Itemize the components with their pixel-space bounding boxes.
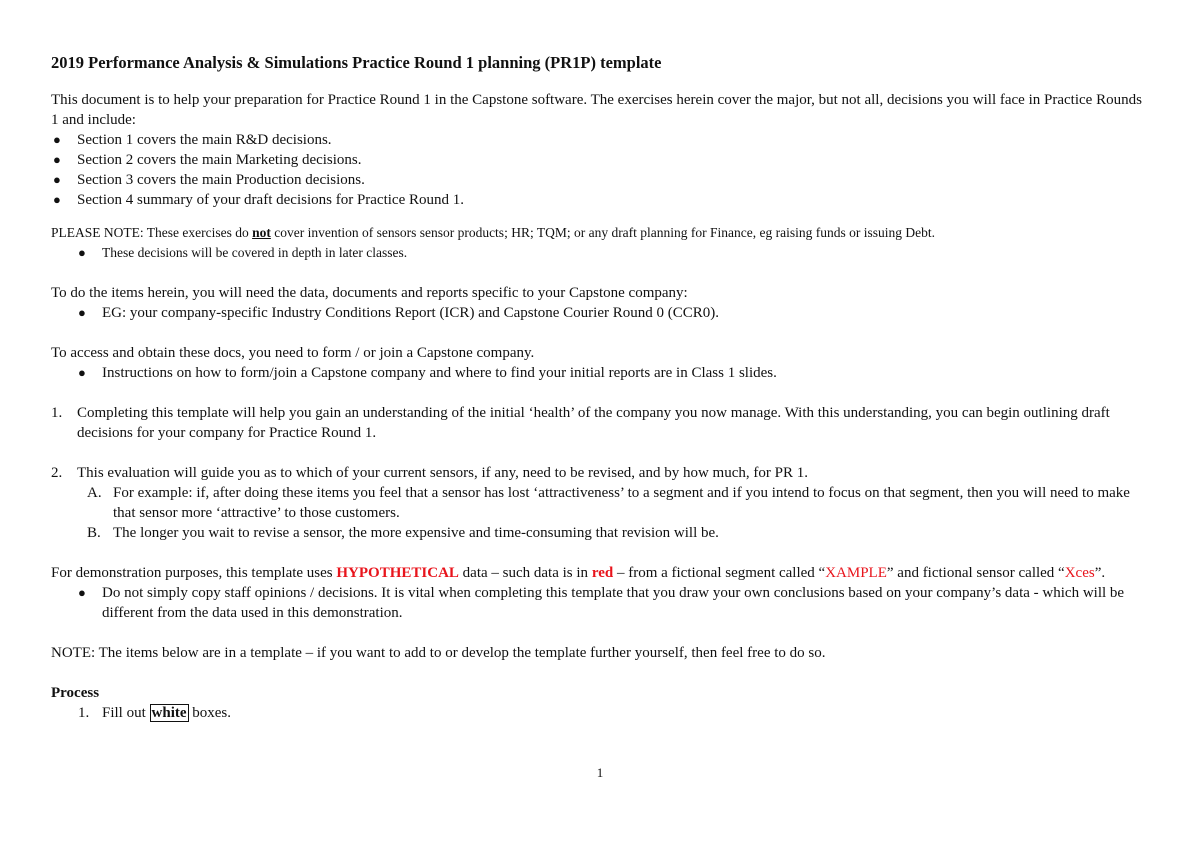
list-item: ● These decisions will be covered in depth in later classes.: [51, 243, 1151, 263]
list-item: ● Section 2 covers the main Marketing decisions.: [53, 152, 362, 168]
intro-paragraph: This document is to help your preparation for Practice Round 1 in the Capstone software. The exercises herein cover the major, but not all, decisions you will face in Practice Rounds 1 and include:: [51, 92, 1142, 128]
bullet-icon: ●: [53, 132, 61, 147]
document-title: 2019 Performance Analysis & Simulations Practice Round 1 planning (PR1P) template: [51, 53, 662, 72]
document-page: [51, 53, 1151, 723]
bullet-icon: ●: [78, 245, 86, 260]
bullet-icon: ●: [53, 152, 61, 167]
bullet-icon: ●: [53, 172, 61, 187]
bullet-icon: ●: [78, 585, 86, 600]
red-emphasis: red: [591, 565, 614, 581]
numbered-item-2: 2. This evaluation will guide you as to which of your current sensors, if any, need to be revised, and by how much, for PR 1.: [51, 465, 808, 481]
list-item: ● EG: your company-specific Industry Conditions Report (ICR) and Capstone Courier Round 0 (CCR0).: [78, 305, 719, 321]
list-item: ● Instructions on how to form/join a Capstone company and where to find your initial reports are in Class 1 slides.: [78, 365, 777, 381]
white-box-example: white: [151, 705, 187, 721]
data-needed-paragraph: To do the items herein, you will need the data, documents and reports specific to your Capstone company:: [51, 285, 688, 301]
access-paragraph: To access and obtain these docs, you need to form / or join a Capstone company.: [51, 345, 535, 361]
bullet-icon: ●: [78, 305, 86, 320]
sub-item-a: A. For example: if, after doing these items you feel that a sensor has lost ‘attractiveness’ to a segment and if you intend to focus on that segment, then you will need to make that sensor more ‘attractive’ to those customers.: [87, 485, 1130, 521]
process-heading: Process: [51, 685, 100, 701]
hypothetical-emphasis: HYPOTHETICAL: [336, 565, 459, 581]
page-number: 1: [596, 765, 604, 780]
process-item-1: 1. Fill out white boxes.: [78, 705, 232, 721]
xces-sensor: Xces: [1064, 565, 1095, 581]
note-paragraph: NOTE: The items below are in a template – if you want to add to or develop the template further yourself, then feel free to do so.: [51, 645, 826, 661]
list-item: ● Section 4 summary of your draft decisions for Practice Round 1.: [53, 192, 464, 208]
xample-segment: XAMPLE: [825, 565, 887, 581]
list-item: ● Section 1 covers the main R&D decisions.: [53, 132, 332, 148]
numbered-item-1: 1. Completing this template will help you gain an understanding of the initial ‘health’ of the company you now manage. With this understanding, you can begin outlining draft decisions for your company for Practice Round 1.: [51, 405, 1110, 441]
bullet-icon: ●: [53, 192, 61, 207]
list-item: ● Section 3 covers the main Production decisions.: [53, 172, 365, 188]
list-item: ● Do not simply copy staff opinions / decisions. It is vital when completing this template that you draw your own conclusions based on your company’s data - which will be different from the data used in this demonstration.: [78, 585, 1125, 621]
please-note: PLEASE NOTE: These exercises do not cover invention of sensors sensor products; HR; TQM; or any draft planning for Finance, eg raising funds or issuing Debt.: [51, 225, 935, 240]
sub-item-b: B. The longer you wait to revise a sensor, the more expensive and time-consuming that revision will be.: [87, 525, 719, 541]
demo-paragraph: For demonstration purposes, this template uses HYPOTHETICAL data – such data is in red – from a fictional segment called “XAMPLE” and fictional sensor called “Xces”.: [51, 565, 1106, 581]
bullet-icon: ●: [78, 365, 86, 380]
